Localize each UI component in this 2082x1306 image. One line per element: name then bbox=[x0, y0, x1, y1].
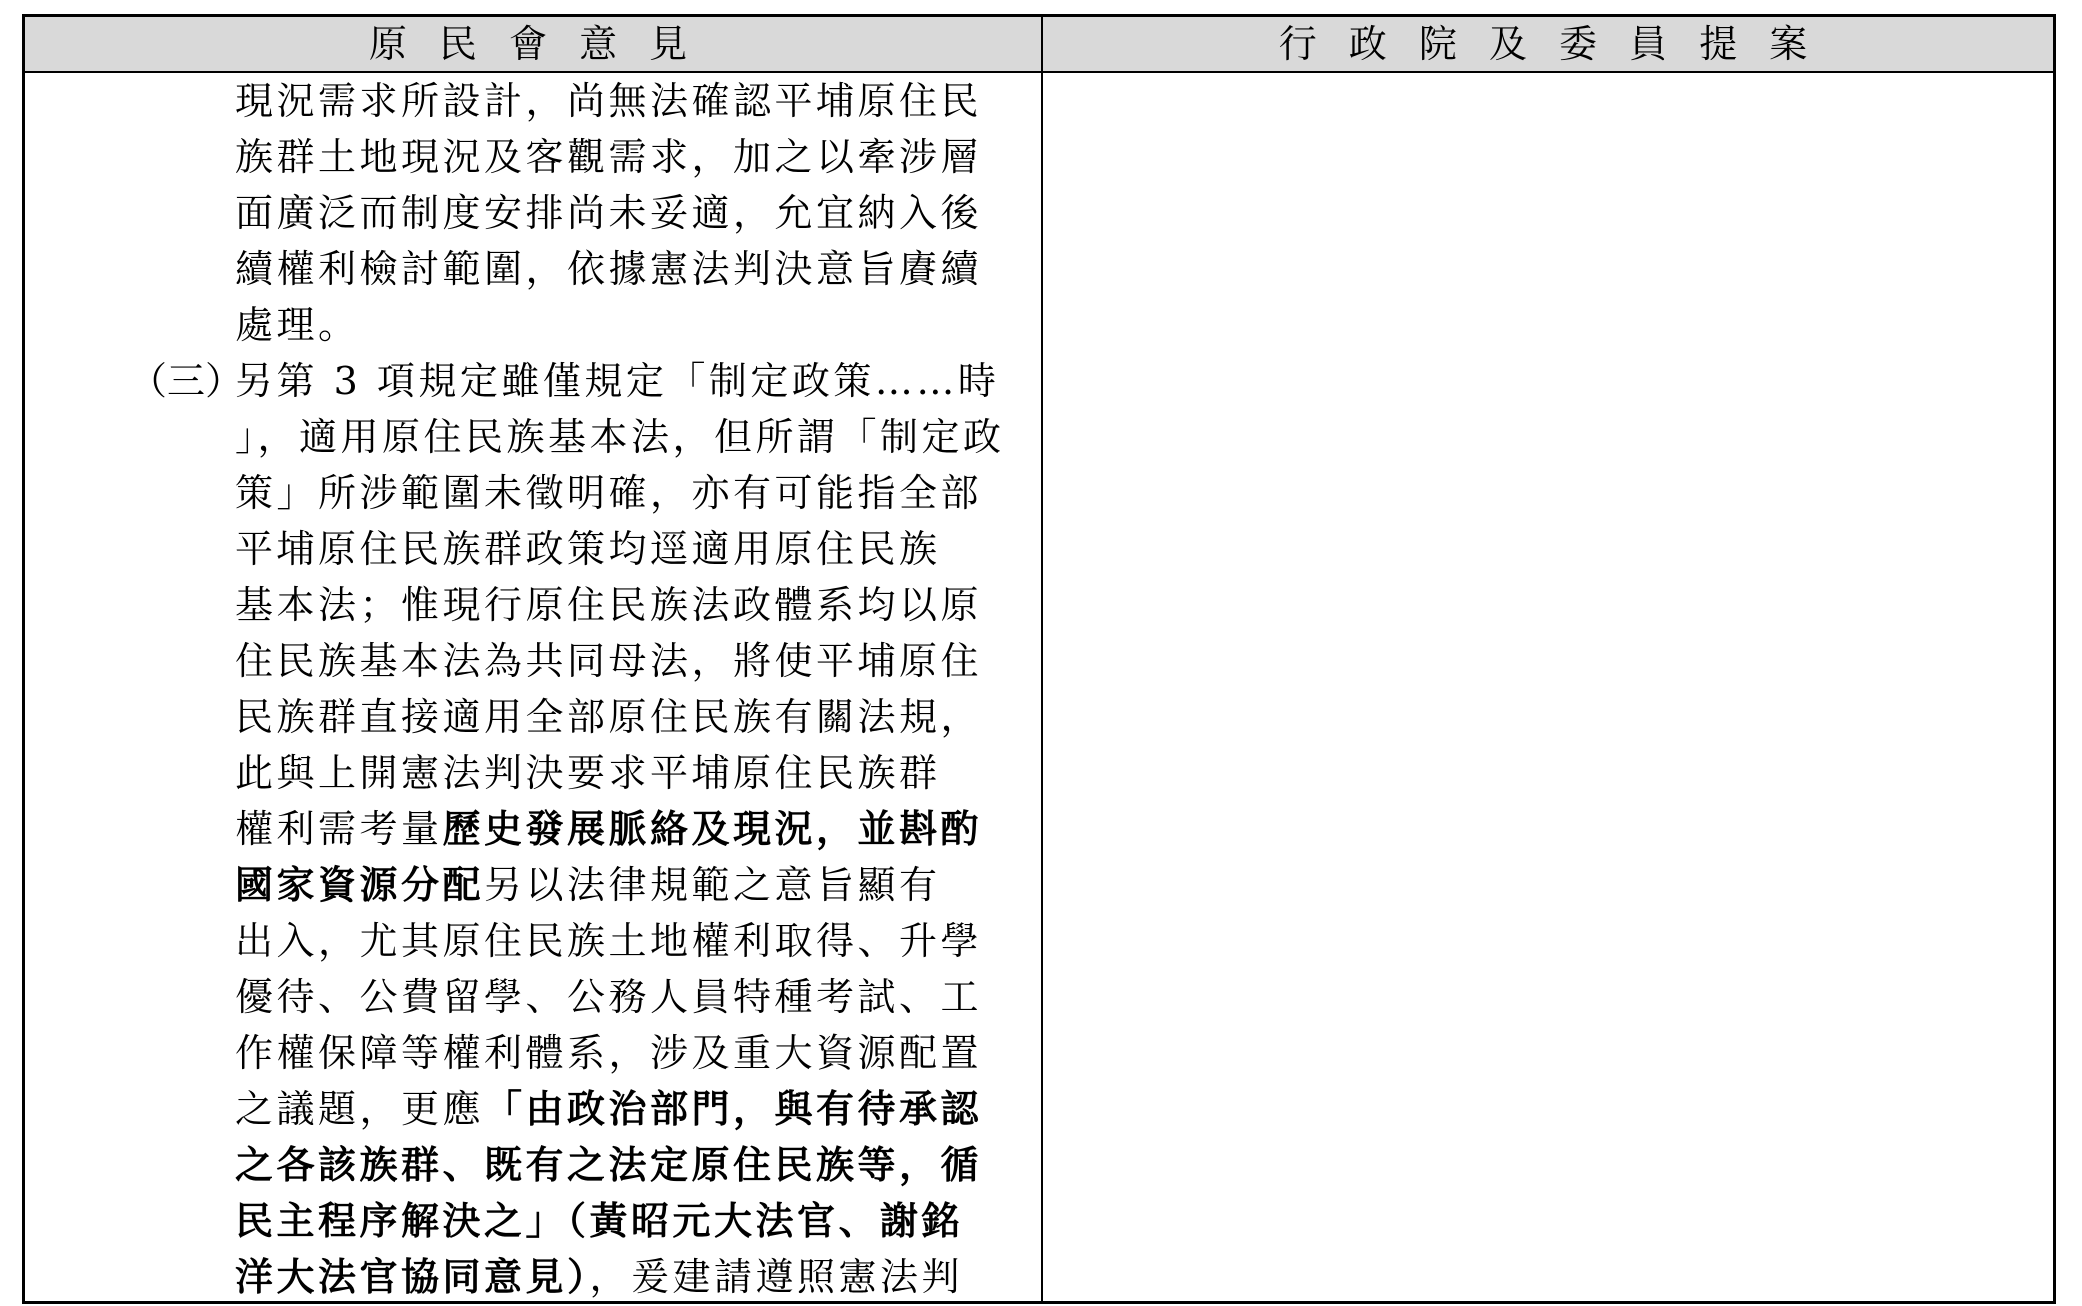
bold-text-run: 民主程序解決之」（黃昭元大法官、謝銘 bbox=[235, 1198, 964, 1243]
text-line: 面廣泛而制度安排尚未妥適，允宜納入後 bbox=[235, 191, 983, 235]
text-line: 續權利檢討範圍，依據憲法判決意旨賡續 bbox=[235, 247, 983, 291]
text-line: 住民族基本法為共同母法，將使平埔原住 bbox=[235, 639, 983, 683]
text-run: 權利需考量 bbox=[235, 807, 443, 851]
text-line: 」，適用原住民族基本法，但所謂「制定政 bbox=[235, 415, 1005, 459]
bold-text-run: 「由政治部門，與有待承認 bbox=[484, 1086, 983, 1131]
text-line: 族群土地現況及客觀需求，加之以牽涉層 bbox=[235, 135, 983, 179]
text-run: ，爰建請遵照憲法判 bbox=[589, 1255, 964, 1299]
text-line: 此與上開憲法判決要求平埔原住民族群 bbox=[235, 751, 941, 795]
header-indigenous-council-opinion: 原 民 會 意 見 bbox=[368, 22, 698, 66]
text-line: 策」所涉範圍未徵明確，亦有可能指全部 bbox=[235, 471, 983, 515]
bold-text-run: 之各該族群、既有之法定原住民族等，循 bbox=[235, 1142, 983, 1187]
text-line bbox=[235, 1137, 1045, 1193]
text-line bbox=[235, 1081, 1045, 1137]
text-line: 作權保障等權利體系，涉及重大資源配置 bbox=[235, 1031, 983, 1075]
text-line: 基本法；惟現行原住民族法政體系均以原 bbox=[235, 583, 983, 627]
opinion-cell bbox=[25, 73, 1041, 1301]
header-executive-and-legislator-proposals: 行 政 院 及 委 員 提 案 bbox=[1278, 22, 1818, 66]
text-run: 另以法律規範之意旨顯有 bbox=[484, 863, 941, 907]
text-line bbox=[235, 801, 1045, 857]
text-line: 另第 3 項規定雖僅規定「制定政策……時 bbox=[235, 359, 1000, 403]
text-line bbox=[235, 1193, 1045, 1249]
text-line: 出入，尤其原住民族土地權利取得、升學 bbox=[235, 919, 983, 963]
bold-text-run: 洋大法官協同意見） bbox=[235, 1254, 590, 1299]
bold-text-run: 國家資源分配 bbox=[235, 862, 485, 907]
comparison-table bbox=[22, 14, 2056, 1304]
text-line bbox=[235, 857, 1045, 913]
proposal-cell bbox=[1043, 73, 2053, 1301]
table-header bbox=[25, 17, 2053, 73]
bold-text-run: 歷史發展脈絡及現況，並斟酌 bbox=[442, 806, 983, 851]
text-line: 處理。 bbox=[235, 303, 360, 347]
text-line: 平埔原住民族群政策均逕適用原住民族 bbox=[235, 527, 941, 571]
text-run: 之議題，更應 bbox=[235, 1087, 485, 1131]
text-line: 民族群直接適用全部原住民族有關法規， bbox=[235, 695, 983, 739]
item-marker-3: （三） bbox=[129, 359, 244, 403]
text-line: 優待、公費留學、公務人員特種考試、工 bbox=[235, 975, 983, 1019]
text-line bbox=[235, 1249, 1045, 1305]
text-line: 現況需求所設計，尚無法確認平埔原住民 bbox=[235, 79, 983, 123]
